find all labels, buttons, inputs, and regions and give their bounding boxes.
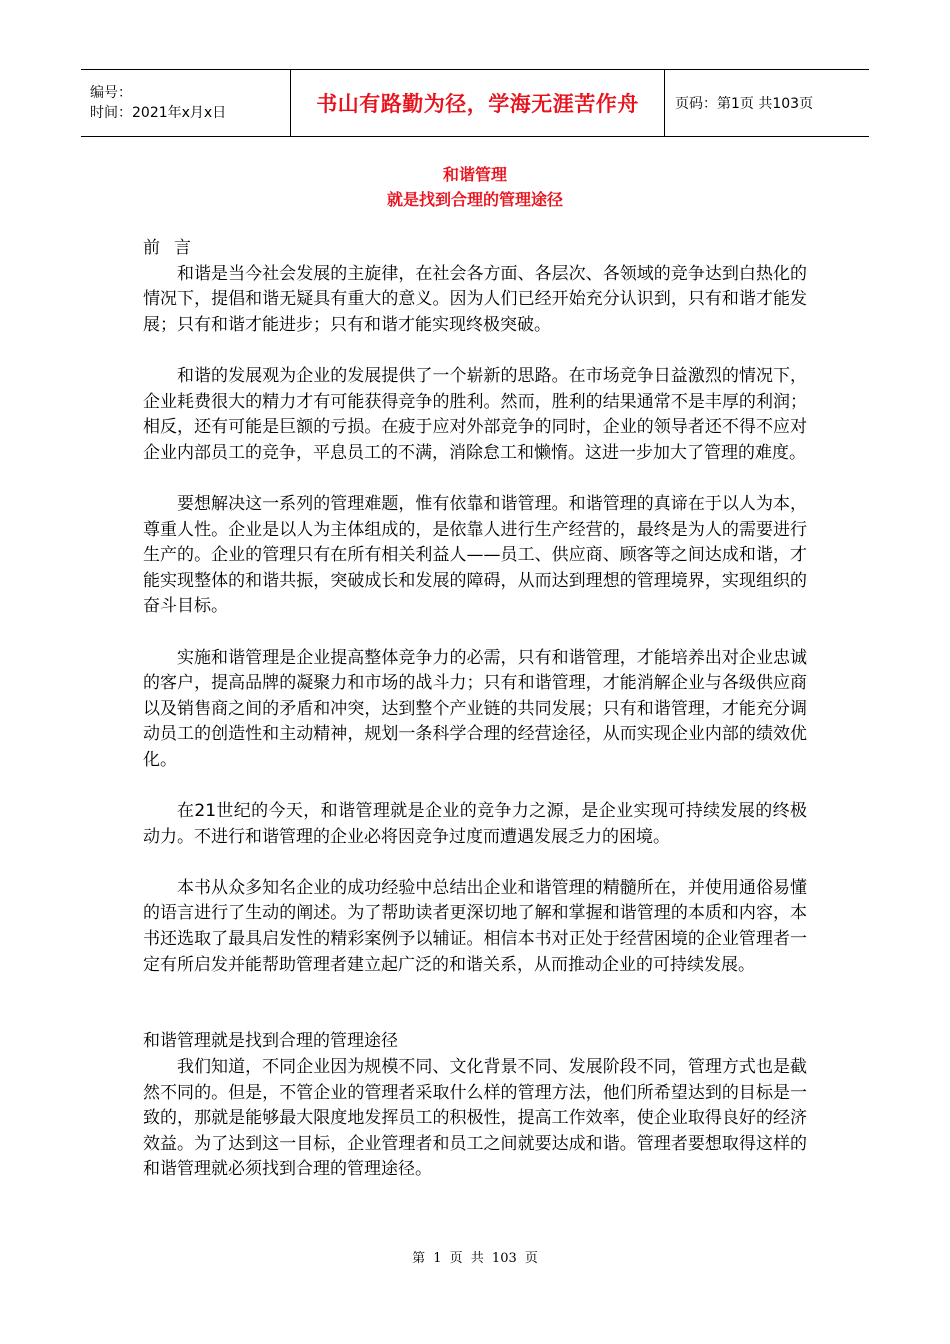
preface-paragraph: 要想解决这一系列的管理难题，惟有依靠和谐管理。和谐管理的真谛在于以人为本，尊重人性。企业是以人为主体组成的，是依靠人进行生产经营的，最终是为人的需要进行生产的。企业的管理只有在所有相关利益人——员工、供应商、顾客等之间达成和谐，才能实现整体的和谐共振，突破成长和发展的障碍，从而达到理想的管理境界，实现组织的奋斗目标。 xyxy=(143,493,807,617)
page-footer: 第 1 页 共 103 页 xyxy=(412,1251,538,1266)
preface-paragraph: 在21世纪的今天，和谐管理就是企业的竞争力之源，是企业实现可持续发展的终极动力。不进行和谐管理的企业必将因竞争过度而遭遇发展乏力的困境。 xyxy=(143,801,807,847)
preface-paragraph: 实施和谐管理是企业提高整体竞争力的必需，只有和谐管理，才能培养出对企业忠诚的客户，提高品牌的凝聚力和市场的战斗力；只有和谐管理，才能消解企业与各级供应商以及销售商之间的矛盾和冲突，达到整个产业链的共同发展；只有和谐管理，才能充分调动员工的创造性和主动精神，规划一条科学合理的经营途径，从而实现企业内部的绩效优化。 xyxy=(143,647,807,770)
header-slogan-cell xyxy=(290,70,665,136)
document-body xyxy=(143,236,807,1183)
section-title: 和谐管理就是找到合理的管理途径 xyxy=(143,1031,398,1052)
header-meta xyxy=(81,70,290,136)
preface-paragraph: 本书从众多知名企业的成功经验中总结出企业和谐管理的精髓所在，并使用通俗易懂的语言进行了生动的阐述。为了帮助读者更深切地了解和掌握和谐管理的本质和内容，本书还选取了最具启发性的精彩案例予以辅证。相信本书对正处于经营困境的企业管理者一定有所启发并能帮助管理者建立起广泛的和谐关系，从而推动企业的可持续发展。 xyxy=(143,877,807,975)
header-slogan: 书山有路勤为径，学海无涯苦作舟 xyxy=(316,92,639,116)
number-label: 编号： xyxy=(90,85,132,101)
header-page-code: 页码：第1页 共103页 xyxy=(675,96,814,112)
preface-heading: 前言 xyxy=(143,238,205,258)
time-label: 时间：2021年x月x日 xyxy=(90,105,227,121)
section-paragraph: 我们知道，不同企业因为规模不同、文化背景不同、发展阶段不同，管理方式也是截然不同的。但是，不管企业的管理者采取什么样的管理方法，他们所希望达到的目标是一致的，那就是能够最大限度地发挥员工的积极性，提高工作效率，使企业取得良好的经济效益。为了达到这一目标，企业管理者和员工之间就要达成和谐。管理者要想取得这样的和谐管理就必须找到合理的管理途径。 xyxy=(143,1057,807,1180)
document-title: 和谐管理 xyxy=(442,165,507,184)
preface-paragraph: 和谐的发展观为企业的发展提供了一个崭新的思路。在市场竞争日益激烈的情况下，企业耗费很大的精力才有可能获得竞争的胜利。然而，胜利的结果通常不是丰厚的利润；相反，还有可能是巨额的亏损。在疲于应对外部竞争的同时，企业的领导者还不得不应对企业内部员工的竞争，平息员工的不满，消除怠工和懒惰。这进一步加大了管理的难度。 xyxy=(143,365,807,463)
document-subtitle: 就是找到合理的管理途径 xyxy=(386,190,563,209)
header-page-code-cell xyxy=(665,70,869,136)
preface-paragraph: 和谐是当今社会发展的主旋律，在社会各方面、各层次、各领域的竞争达到白热化的情况下，提倡和谐无疑具有重大的意义。因为人们已经开始充分认识到，只有和谐才能发展；只有和谐才能进步；只有和谐才能实现终极突破。 xyxy=(143,263,807,335)
document-header xyxy=(81,69,869,137)
